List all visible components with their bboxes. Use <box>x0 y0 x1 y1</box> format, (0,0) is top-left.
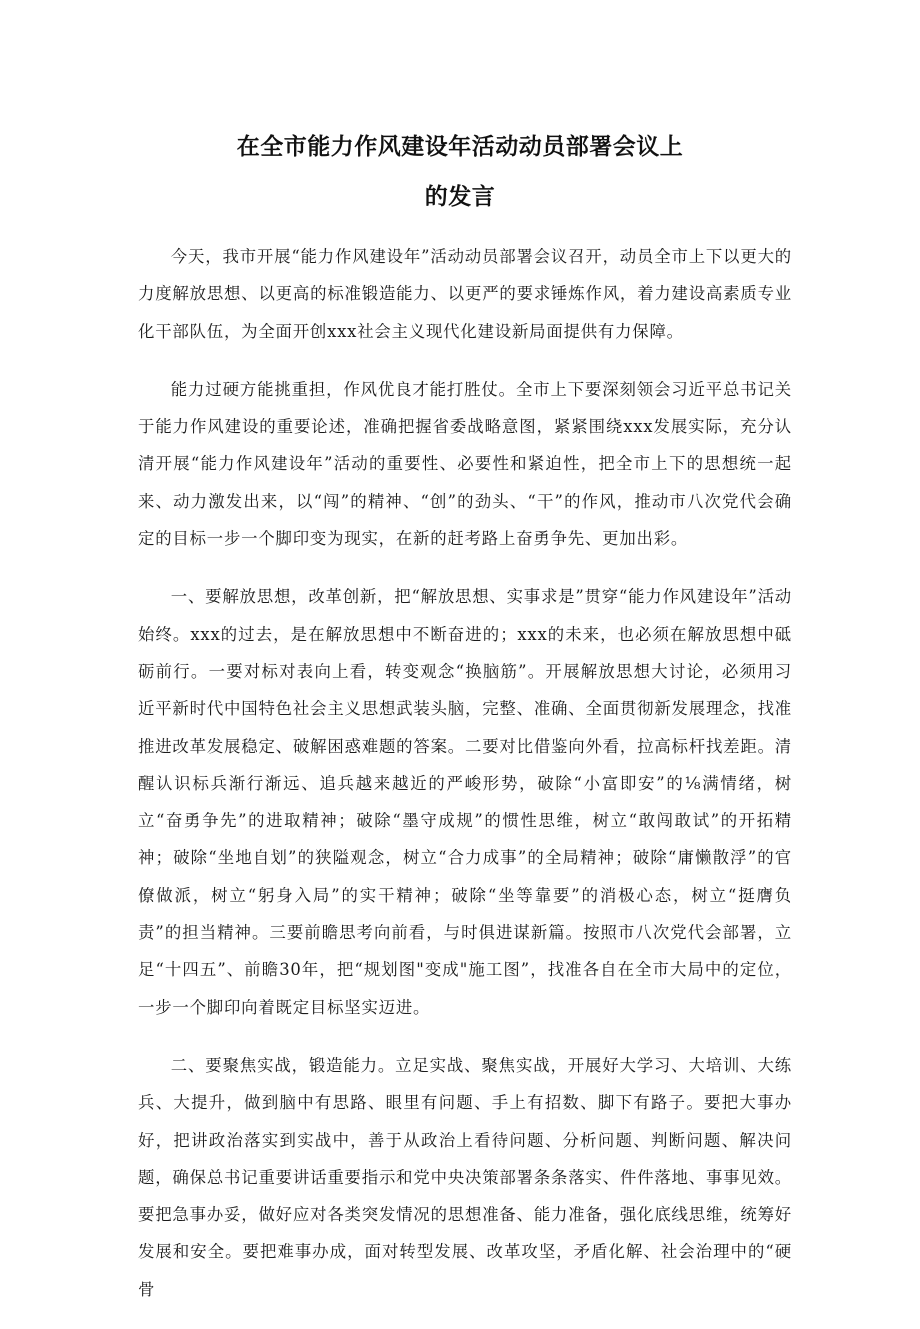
document-title-line-1: 在全市能力作风建设年活动动员部署会议上 <box>236 134 684 160</box>
document-title-line-2: 的发言 <box>424 184 496 210</box>
paragraph-section-one: 一、要解放思想，改革创新，把“解放思想、实事求是”贯穿“能力作风建设年”活动始终。xxx的过去，是在解放思想中不断奋进的；xxx的未来，也必须在解放思想中砥砺前行。一要对标对表向上看，转变观念“换脑筋”。开展解放思想大讨论，必须用习近平新时代中国特色社会主义思想武装头脑，完整、准确、全面贯彻新发展理念，找准推进改革发展稳定、破解困惑难题的答案。二要对比借鉴向外看，拉高标杆找差距。清醒认识标兵渐行渐远、追兵越来越近的严峻形势，破除“小富即安”的⅛满情绪，树立“奋勇争先”的进取精神；破除“墨守成规”的惯性思维，树立“敢闯敢试”的开拓精神；破除“坐地自划”的狭隘观念，树立“合力成事”的全局精神；破除“庸懒散浮”的官僚做派，树立“躬身入局”的实干精神；破除“坐等靠要”的消极心态，树立“挺膺负责”的担当精神。三要前瞻思考向前看，与时俱进谋新篇。按照市八次党代会部署，立足“十四五”、前瞻30年，把“规划图"变成"施工图”，找准各自在全市大局中的定位，一步一个脚印向着既定目标坚实迈进。 <box>138 587 792 1017</box>
paragraph-intro: 今天，我市开展“能力作风建设年”活动动员部署会议召开，动员全市上下以更大的力度解放思想、以更高的标准锻造能力、以更严的要求锤炼作风，着力建设高素质专业化干部队伍，为全面开创xxx社会主义现代化建设新局面提供有力保障。 <box>138 247 792 341</box>
document-body <box>138 238 792 1329</box>
paragraph-section-two: 二、要聚焦实战，锻造能力。立足实战、聚焦实战，开展好大学习、大培训、大练兵、大提升，做到脑中有思路、眼里有问题、手上有招数、脚下有路子。要把大事办好，把讲政治落实到实战中，善于从政治上看待问题、分析问题、判断问题、解决问题，确保总书记重要讲话重要指示和党中央决策部署条条落实、件件落地、事事见效。要把急事办妥，做好应对各类突发情况的思想准备、能力准备，强化底线思维，统筹好发展和安全。要把难事办成，面对转型发展、改革攻坚，矛盾化解、社会治理中的“硬骨 <box>138 1055 792 1299</box>
paragraph-capability: 能力过硬方能挑重担，作风优良才能打胜仗。全市上下要深刻领会习近平总书记关于能力作风建设的重要论述，准确把握省委战略意图，紧紧围绕xxx发展实际，充分认清开展“能力作风建设年”活动的重要性、必要性和紧迫性，把全市上下的思想统一起来、动力激发出来，以“闯”的精神、“创”的劲头、“干”的作风，推动市八次党代会确定的目标一步一个脚印变为现实，在新的赶考路上奋勇争先、更加出彩。 <box>138 379 792 549</box>
